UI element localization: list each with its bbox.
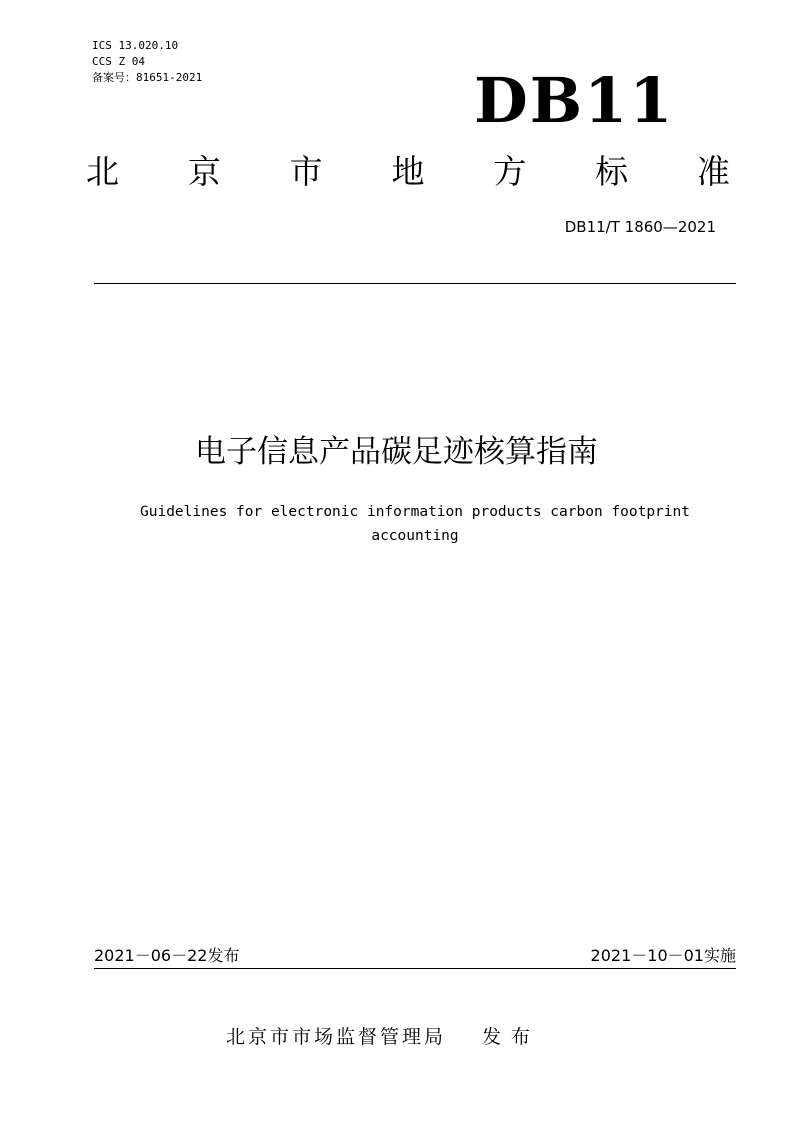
top-divider [94, 283, 736, 284]
classification-block [92, 38, 202, 86]
ics-code: ICS 13.020.10 [92, 39, 179, 52]
english-title: Guidelines for electronic information products carbon footprint accounting [140, 504, 690, 544]
heading-char: 市 [289, 152, 323, 191]
implementation-date: 2021－10－01实施 [590, 946, 736, 965]
heading-char: 北 [86, 152, 119, 191]
issuing-authority: 北京市市场监督管理局 [226, 1026, 447, 1048]
heading-char: 准 [696, 152, 730, 191]
heading-char: 标 [595, 152, 629, 191]
heading-char: 京 [187, 152, 221, 191]
heading-char: 方 [493, 152, 527, 191]
heading-char: 地 [391, 152, 425, 191]
issue-label: 发布 [482, 1026, 541, 1048]
chinese-title: 电子信息产品碳足迹核算指南 [195, 434, 598, 470]
issuer-line [226, 1024, 540, 1050]
record-number: 备案号：81651-2021 [92, 71, 203, 84]
publish-date: 2021－06－22发布 [94, 946, 240, 965]
db11-logo: DB11 [474, 64, 675, 137]
bottom-divider [94, 968, 736, 969]
standard-category-heading [86, 150, 730, 194]
standard-number: DB11/T 1860—2021 [564, 218, 716, 236]
ccs-code: CCS Z 04 [92, 55, 145, 68]
